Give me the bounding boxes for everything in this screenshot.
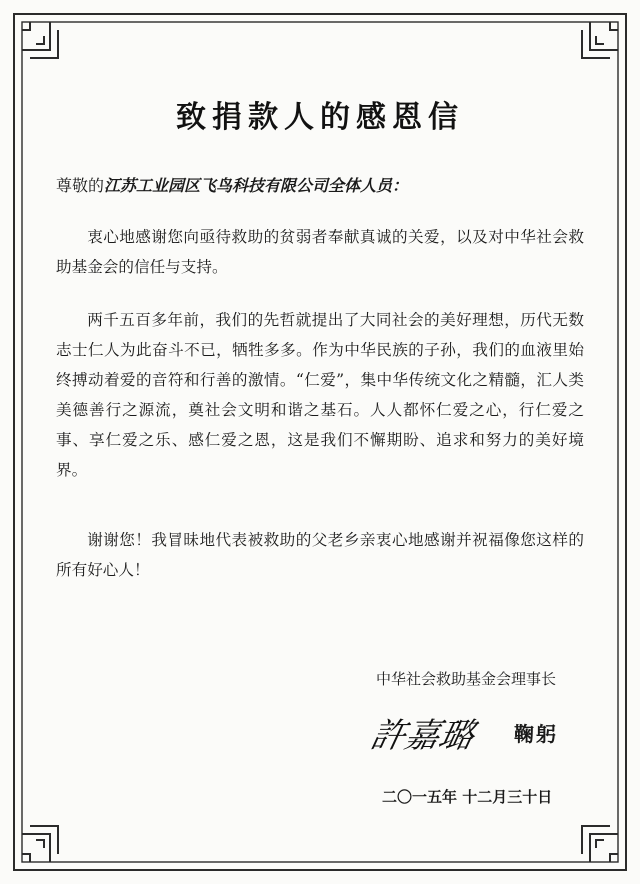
corner-ornament-bottom-right xyxy=(582,826,618,862)
salutation-line xyxy=(56,172,596,200)
letter-title: 致捐款人的感恩信 xyxy=(176,100,464,135)
letter-paragraph: 衷心地感谢您向亟待救助的贫弱者奉献真诚的关爱，以及对中华社会救助基金会的信任与支持。 xyxy=(56,228,584,276)
closing-salutation: 鞠躬 xyxy=(514,722,558,746)
signer-title: 中华社会救助基金会理事长 xyxy=(376,670,557,688)
letter-date: 二〇一五年 十二月三十日 xyxy=(382,788,553,806)
letter-paragraph: 两千五百多年前，我们的先哲就提出了大同社会的美好理想，历代无数志士仁人为此奋斗不已，牺牲多多。作为中华民族的子孙，我们的血液里始终搏动着爱的音符和行善的激情。“仁爱”，集中华传统文化之精髓，汇人类美德善行之源流，奠社会文明和谐之基石。人人都怀仁爱之心，行仁爱之事、享仁爱之乐、感仁爱之恩，这是我们不懈期盼、追求和努力的美好境界。 xyxy=(56,311,584,479)
recipient-name: 江苏工业园区飞鸟科技有限公司全体人员： xyxy=(104,176,409,195)
letter-paragraph: 谢谢您！我冒昧地代表被救助的父老乡亲衷心地感谢并祝福像您这样的所有好心人！ xyxy=(56,531,584,579)
salutation-prefix: 尊敬的 xyxy=(56,176,105,195)
corner-ornament-top-left xyxy=(22,22,58,58)
handwritten-signature: 許嘉璐 xyxy=(367,716,478,756)
corner-ornament-top-right xyxy=(582,22,618,58)
corner-ornament-bottom-left xyxy=(22,826,58,862)
